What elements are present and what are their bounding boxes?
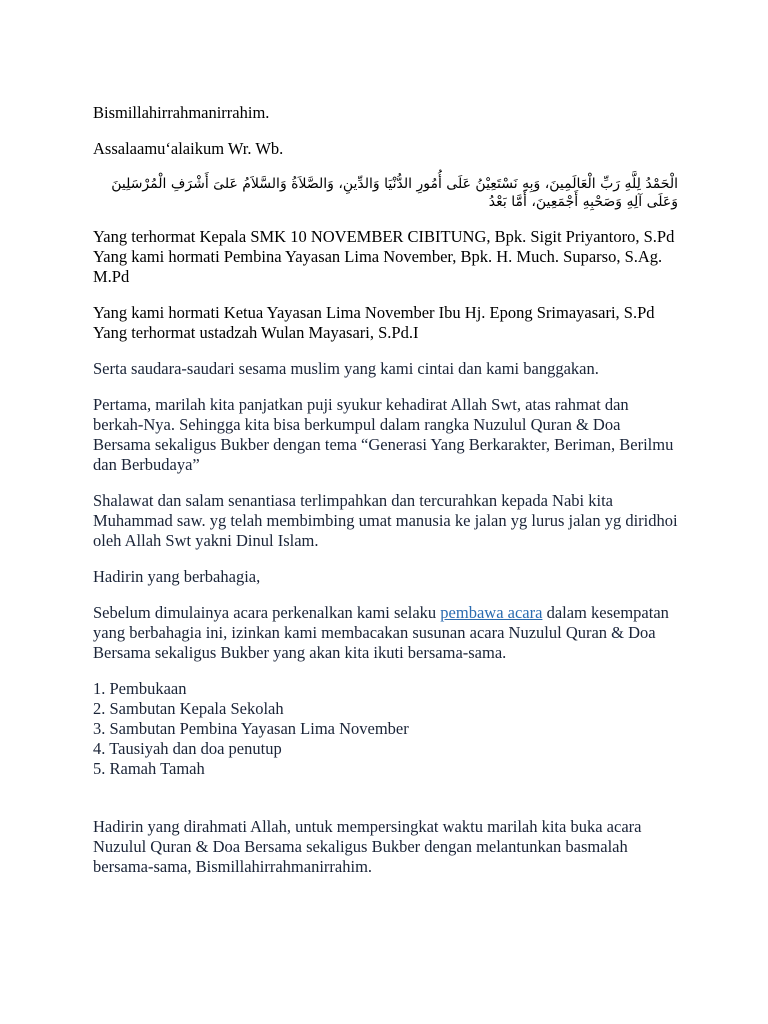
agenda-item: 1. Pembukaan <box>93 679 187 698</box>
gratitude-paragraph: Pertama, marilah kita panjatkan puji syukur kehadirat Allah Swt, atas rahmat dan berkah-Nya. Sehingga kita bisa berkumpul dalam rangka Nuzulul Quran & Doa Bersama sekaligus Bukber dengan tema “Generasi Yang Berkarakter, Beriman, Berilmu dan Berbudaya” <box>93 395 674 474</box>
document-page <box>93 103 678 893</box>
audience-line: Serta saudara-saudari sesama muslim yang kami cintai dan kami banggakan. <box>93 359 599 378</box>
blank-line <box>93 795 678 817</box>
agenda-list <box>93 679 678 779</box>
arabic-praise: الْحَمْدُ لِلَّهِ رَبِّ الْعَالَمِينَ، وَبِهِ نَسْتَعِيْنُ عَلَى أُمُورِ الدُّنْيَا وَالدِّينِ، وَالصَّلاَةُ وَالسَّلاَمُ عَلىَ أَشْرَفِ الْمُرْسَلِينَ وَعَلَى آلِهِ وَصَحْبِهِ أَجْمَعِينَ، أَمَّا بَعْدُ <box>111 176 678 210</box>
honorific-ustadzah: Yang terhormat ustadzah Wulan Mayasari, S.Pd.I <box>93 323 419 342</box>
honorific-ketua-yayasan: Yang kami hormati Ketua Yayasan Lima November Ibu Hj. Epong Srimayasari, S.Pd <box>93 303 655 322</box>
agenda-item: 5. Ramah Tamah <box>93 759 205 778</box>
intro-paragraph <box>93 603 678 663</box>
shalawat-paragraph: Shalawat dan salam senantiasa terlimpahkan dan tercurahkan kepada Nabi kita Muhammad saw. yg telah membimbing umat manusia ke jalan yg lurus jalan yg diridhoi oleh Allah Swt yakni Dinul Islam. <box>93 491 678 550</box>
closing-paragraph: Hadirin yang dirahmati Allah, untuk mempersingkat waktu marilah kita buka acara Nuzulul Quran & Doa Bersama sekaligus Bukber dengan melantunkan basmalah bersama-sama, Bismillahirrahmanirrahim. <box>93 817 642 876</box>
honorific-kepala-sekolah: Yang terhormat Kepala SMK 10 NOVEMBER CIBITUNG, Bpk. Sigit Priyantoro, S.Pd <box>93 227 675 246</box>
address-line: Hadirin yang berbahagia, <box>93 567 261 586</box>
greeting-line: Assalaamu‘alaikum Wr. Wb. <box>93 139 284 158</box>
intro-text-before: Sebelum dimulainya acara perkenalkan kami selaku <box>93 603 441 622</box>
agenda-item: 2. Sambutan Kepala Sekolah <box>93 699 284 718</box>
honorifics-block-2 <box>93 303 678 343</box>
agenda-item: 4. Tausiyah dan doa penutup <box>93 739 282 758</box>
honorifics-block-1 <box>93 227 678 287</box>
agenda-item: 3. Sambutan Pembina Yayasan Lima November <box>93 719 409 738</box>
honorific-pembina-yayasan: Yang kami hormati Pembina Yayasan Lima November, Bpk. H. Much. Suparso, S.Ag. M.Pd <box>93 247 663 286</box>
intro-text-after: dalam kesempatan yang berbahagia ini, izinkan kami membacakan susunan acara Nuzulul Quran & Doa Bersama sekaligus Bukber yang akan kita ikuti bersama-sama. <box>93 603 669 662</box>
pembawa-acara-link[interactable]: pembawa acara <box>440 603 543 622</box>
opening-line: Bismillahirrahmanirrahim. <box>93 103 270 122</box>
